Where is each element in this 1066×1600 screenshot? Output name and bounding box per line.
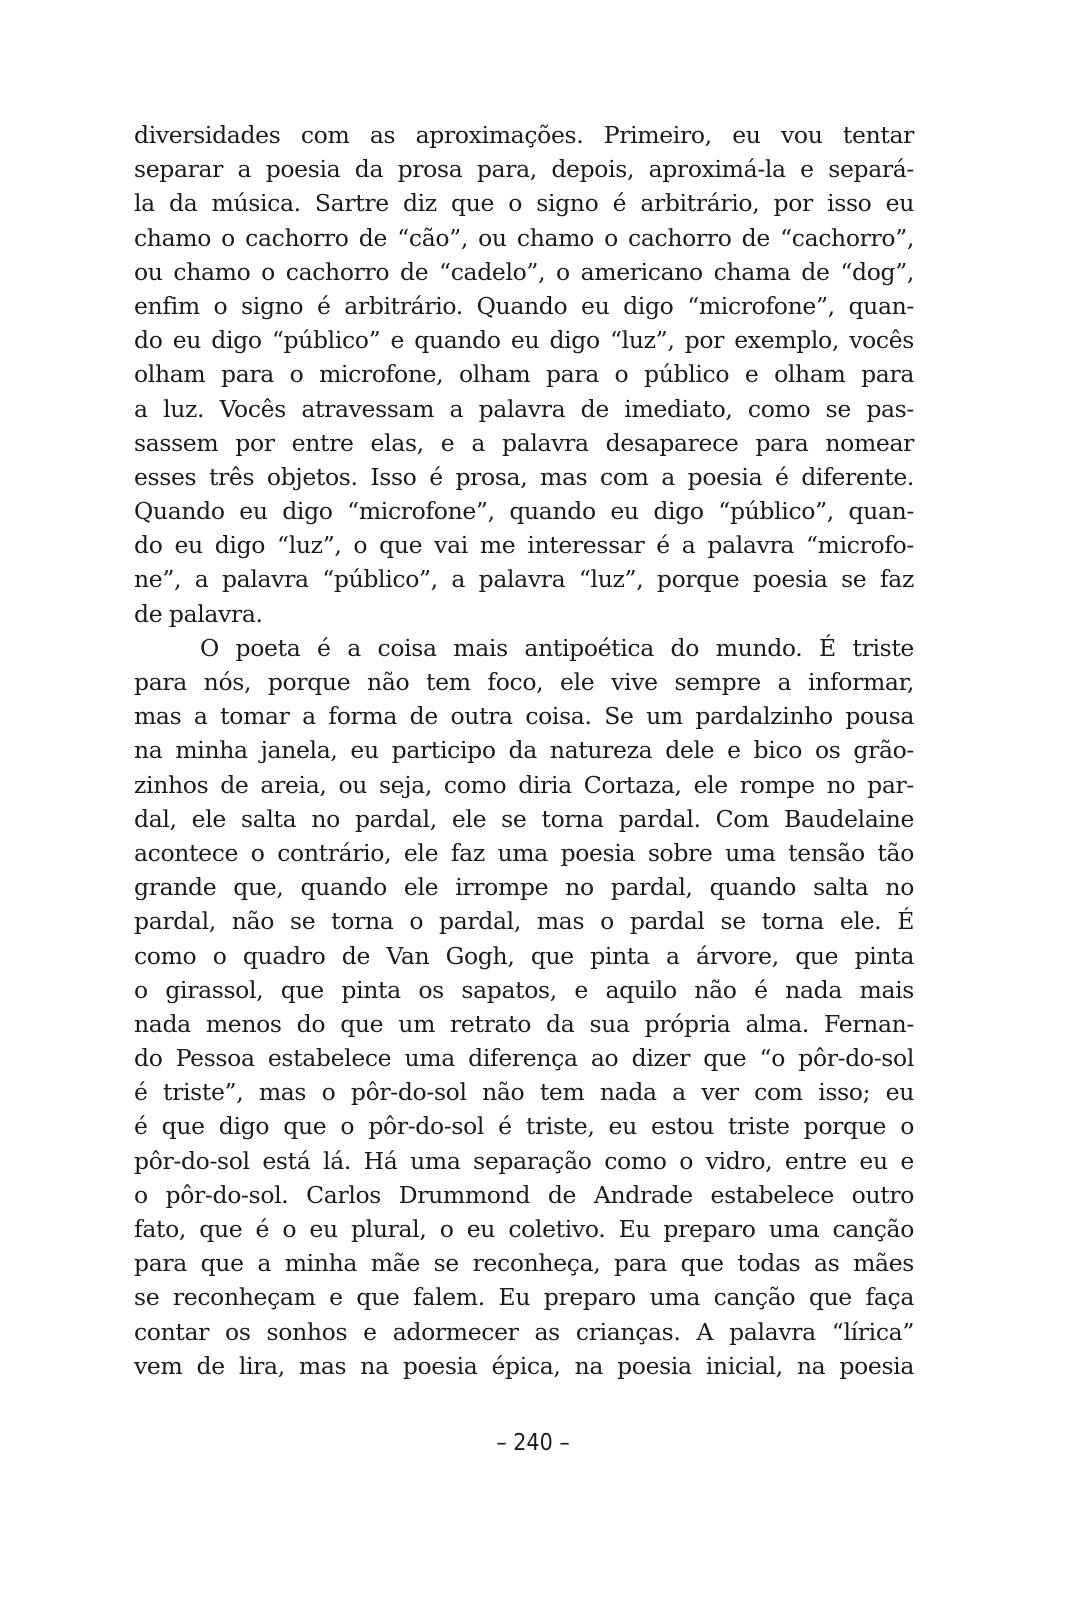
text-line: la da música. Sartre diz que o signo é arbitrário, por isso eu [134, 189, 914, 218]
text-line: para nós, porque não tem foco, ele vive sempre a informar, [134, 668, 914, 696]
text-line: do eu digo “público” e quando eu digo “luz”, por exemplo, vocês [134, 326, 914, 355]
paragraph-2 [134, 631, 914, 1383]
text-line: zinhos de areia, ou seja, como diria Cortaza, ele rompe no par- [134, 770, 914, 799]
text-line: pardal, não se torna o pardal, mas o pardal se torna ele. É [134, 907, 914, 936]
text-line: acontece o contrário, ele faz uma poesia sobre uma tensão tão [134, 838, 914, 867]
text-line: olham para o microfone, olham para o público e olham para [134, 360, 914, 389]
text-line: a luz. Vocês atravessam a palavra de imediato, como se pas- [134, 394, 914, 423]
text-line: mas a tomar a forma de outra coisa. Se um pardalzinho pousa [134, 702, 914, 731]
text-line: grande que, quando ele irrompe no pardal, quando salta no [134, 873, 914, 902]
text-line: do Pessoa estabelece uma diferença ao dizer que “o pôr-do-sol [134, 1044, 914, 1073]
text-line: se reconheçam e que falem. Eu preparo uma canção que faça [134, 1283, 914, 1312]
text-line: pôr-do-sol está lá. Há uma separação como o vidro, entre eu e [134, 1146, 914, 1175]
text-line: fato, que é o eu plural, o eu coletivo. Eu preparo uma canção [134, 1215, 914, 1243]
text-line: O poeta é a coisa mais antipoética do mundo. É triste [200, 633, 914, 662]
text-line: do eu digo “luz”, o que vai me interessar é a palavra “microfo- [134, 531, 914, 560]
text-line: é triste”, mas o pôr-do-sol não tem nada a ver com isso; eu [134, 1078, 914, 1107]
text-line: dal, ele salta no pardal, ele se torna pardal. Com Baudelaine [134, 804, 914, 833]
text-line: o pôr-do-sol. Carlos Drummond de Andrade estabelece outro [134, 1180, 914, 1209]
text-line: nada menos do que um retrato da sua própria alma. Fernan- [134, 1009, 914, 1038]
text-line: sassem por entre elas, e a palavra desaparece para nomear [134, 428, 914, 457]
text-line: diversidades com as aproximações. Primeiro, eu vou tentar [134, 121, 914, 149]
text-line: de palavra. [134, 599, 263, 628]
text-line: contar os sonhos e adormecer as crianças. A palavra “lírica” [134, 1317, 914, 1346]
text-line: separar a poesia da prosa para, depois, aproximá-la e separá- [134, 155, 914, 184]
text-line: é que digo que o pôr-do-sol é triste, eu estou triste porque o [134, 1112, 914, 1141]
text-line: para que a minha mãe se reconheça, para que todas as mães [134, 1249, 914, 1278]
text-line: como o quadro de Van Gogh, que pinta a árvore, que pinta [134, 941, 914, 970]
text-line: esses três objetos. Isso é prosa, mas com a poesia é diferente. [134, 462, 914, 491]
text-line: chamo o cachorro de “cão”, ou chamo o cachorro de “cachorro”, [134, 223, 914, 252]
text-line: Quando eu digo “microfone”, quando eu digo “público”, quan- [134, 497, 914, 526]
text-line: ne”, a palavra “público”, a palavra “luz”, porque poesia se faz [134, 565, 914, 594]
text-line: ou chamo o cachorro de “cadelo”, o americano chama de “dog”, [134, 257, 914, 286]
paragraph-1 [134, 118, 914, 631]
text-line: enfim o signo é arbitrário. Quando eu digo “microfone”, quan- [134, 291, 914, 320]
body-text [134, 118, 914, 1383]
text-line: o girassol, que pinta os sapatos, e aquilo não é nada mais [134, 975, 914, 1004]
text-line: vem de lira, mas na poesia épica, na poesia inicial, na poesia [134, 1351, 914, 1380]
text-line: na minha janela, eu participo da natureza dele e bico os grão- [134, 736, 914, 765]
page-number: – 240 – [496, 1430, 570, 1456]
